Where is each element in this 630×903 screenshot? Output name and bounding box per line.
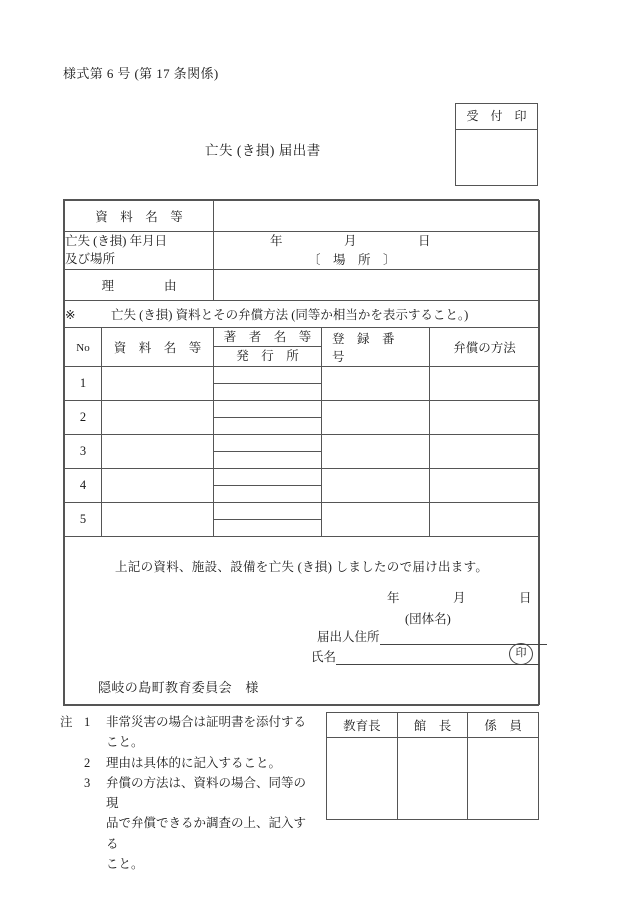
- header-material-label: 資 料 名 等: [113, 341, 202, 355]
- receipt-stamp-box: [455, 103, 538, 186]
- approval-cell-director[interactable]: [397, 738, 468, 820]
- cell-registration[interactable]: [322, 367, 430, 401]
- date-month-label: 月: [344, 234, 357, 249]
- cell-compensation[interactable]: [430, 435, 540, 469]
- approval-cell-superintendent[interactable]: [327, 738, 398, 820]
- note-number: 3: [84, 775, 91, 790]
- receipt-stamp-area[interactable]: [456, 130, 537, 186]
- note-text-cont: こと。: [106, 856, 144, 871]
- approval-body-row: [327, 738, 539, 820]
- place-label: 〔 場 所 〕: [308, 252, 396, 267]
- header-publisher-label: 発 行 所: [236, 349, 299, 363]
- cell-publisher[interactable]: [214, 520, 321, 536]
- main-form-table: [63, 199, 539, 706]
- cell-material[interactable]: [102, 435, 214, 469]
- cell-publisher[interactable]: [214, 418, 321, 434]
- cell-author[interactable]: [214, 504, 321, 520]
- header-compensation-label: 弁償の方法: [453, 341, 516, 355]
- items-header-row: [65, 328, 540, 367]
- date-entry-line: [214, 232, 539, 250]
- date-year-label: 年: [270, 234, 283, 249]
- items-note-text: 亡失 (き損) 資料とその弁償方法 (同等か相当かを表示すること。): [111, 308, 469, 322]
- cell-registration[interactable]: [322, 435, 430, 469]
- table-row: [65, 435, 540, 469]
- items-note-cell: [65, 301, 540, 328]
- place-entry-line: [214, 251, 539, 269]
- note-head-spacer: [60, 753, 84, 773]
- note-head: [60, 712, 106, 732]
- declarant-address-label: 届出人住所: [317, 630, 380, 644]
- approval-header-staff: 係 員: [468, 713, 539, 738]
- notes-heading: 注: [60, 715, 73, 729]
- header-registration-label: 登 録 番 号: [332, 332, 408, 364]
- row-date-place: [65, 232, 540, 270]
- material-label: 資 料 名 等: [95, 210, 183, 224]
- header-material: [102, 328, 214, 367]
- cell-no: 4: [65, 469, 102, 503]
- date-place-value-cell[interactable]: [214, 232, 540, 270]
- cell-registration[interactable]: [322, 469, 430, 503]
- table-row: [65, 469, 540, 503]
- approval-header-superintendent: 教育長: [327, 713, 398, 738]
- date-day-label: 日: [418, 234, 431, 249]
- note-text-cont: 品で弁償できるか調査の上、記入する: [106, 816, 307, 851]
- header-author-publisher: [214, 328, 322, 367]
- table-row: [65, 503, 540, 537]
- header-no-label: No: [76, 341, 90, 354]
- cell-no: 2: [65, 401, 102, 435]
- form-number: 様式第 6 号 (第 17 条関係): [63, 66, 219, 81]
- cell-author[interactable]: [214, 436, 321, 452]
- note-item: [60, 753, 310, 773]
- date-place-label-line1: 亡失 (き損) 年月日: [65, 234, 168, 248]
- reason-label: 理 由: [101, 279, 177, 293]
- declaration-row: [65, 537, 540, 705]
- cell-compensation[interactable]: [430, 503, 540, 537]
- note-head: [60, 773, 106, 814]
- approval-box: [326, 712, 539, 819]
- table-row: [65, 401, 540, 435]
- header-registration: [322, 328, 430, 367]
- declaration-group-label: (団体名): [405, 612, 451, 626]
- cell-publisher[interactable]: [214, 486, 321, 502]
- cell-author-publisher: [214, 401, 322, 435]
- cell-author[interactable]: [214, 470, 321, 486]
- note-text: 理由は具体的に記入すること。: [106, 755, 282, 770]
- approval-header-row: [327, 713, 539, 738]
- cell-compensation[interactable]: [430, 469, 540, 503]
- cell-author[interactable]: [214, 402, 321, 418]
- cell-author-publisher: [214, 435, 322, 469]
- cell-publisher[interactable]: [214, 384, 321, 400]
- declaration-date-line: [387, 588, 532, 606]
- note-text-cont: こと。: [106, 735, 144, 750]
- approval-cell-staff[interactable]: [468, 738, 539, 820]
- cell-no: 5: [65, 503, 102, 537]
- cell-author-publisher: [214, 469, 322, 503]
- declaration-year-label: 年: [387, 591, 400, 605]
- header-compensation: [430, 328, 540, 367]
- header-no: [65, 328, 102, 367]
- material-label-cell: [65, 201, 214, 232]
- row-material: [65, 201, 540, 232]
- seal-icon: 印: [509, 643, 533, 665]
- note-text: 弁償の方法は、資料の場合、同等の現: [106, 775, 307, 810]
- cell-material[interactable]: [102, 469, 214, 503]
- cell-publisher[interactable]: [214, 452, 321, 468]
- row-items-note: [65, 301, 540, 328]
- date-place-label-cell: [65, 232, 214, 270]
- note-item: [60, 712, 310, 732]
- date-place-label-line2: 及び場所: [65, 251, 116, 266]
- declaration-day-label: 日: [519, 591, 532, 605]
- cell-material[interactable]: [102, 401, 214, 435]
- row-reason: [65, 270, 540, 301]
- note-number: 2: [84, 755, 91, 770]
- cell-compensation[interactable]: [430, 401, 540, 435]
- table-row: [65, 367, 540, 401]
- cell-author-publisher: [214, 503, 322, 537]
- declaration-statement: 上記の資料、施設、設備を亡失 (き損) しましたので届け出ます。: [115, 560, 489, 574]
- declaration-cell: [65, 537, 540, 705]
- declarant-name-row: [311, 647, 539, 665]
- cell-compensation[interactable]: [430, 367, 540, 401]
- reason-value-cell[interactable]: [214, 270, 540, 301]
- receipt-stamp-label: 受 付 印: [456, 104, 537, 130]
- cell-material[interactable]: [102, 367, 214, 401]
- cell-no: 3: [65, 435, 102, 469]
- header-author-label: 著 者 名 等: [214, 328, 321, 347]
- note-head: [60, 753, 106, 773]
- declarant-address-row: [317, 627, 547, 645]
- cell-no: 1: [65, 367, 102, 401]
- note-text: 非常災害の場合は証明書を添付する: [106, 715, 307, 729]
- approval-header-director: 館 長: [397, 713, 468, 738]
- declaration-addressee: 隠岐の島町教育委員会 様: [98, 680, 259, 695]
- material-value-cell[interactable]: [214, 201, 540, 232]
- note-head-spacer: [60, 773, 84, 814]
- cell-author[interactable]: [214, 368, 321, 384]
- cell-material[interactable]: [102, 503, 214, 537]
- cell-registration[interactable]: [322, 401, 430, 435]
- cell-registration[interactable]: [322, 503, 430, 537]
- asterisk-mark: ※: [65, 308, 76, 322]
- note-item: [60, 773, 310, 814]
- declaration-month-label: 月: [453, 591, 466, 605]
- page-title: 亡失 (き損) 届出書: [205, 143, 321, 158]
- cell-author-publisher: [214, 367, 322, 401]
- declarant-name-label: 氏名: [311, 650, 337, 664]
- footer-notes: [60, 712, 310, 874]
- reason-label-cell: [65, 270, 214, 301]
- note-number: 1: [84, 715, 91, 729]
